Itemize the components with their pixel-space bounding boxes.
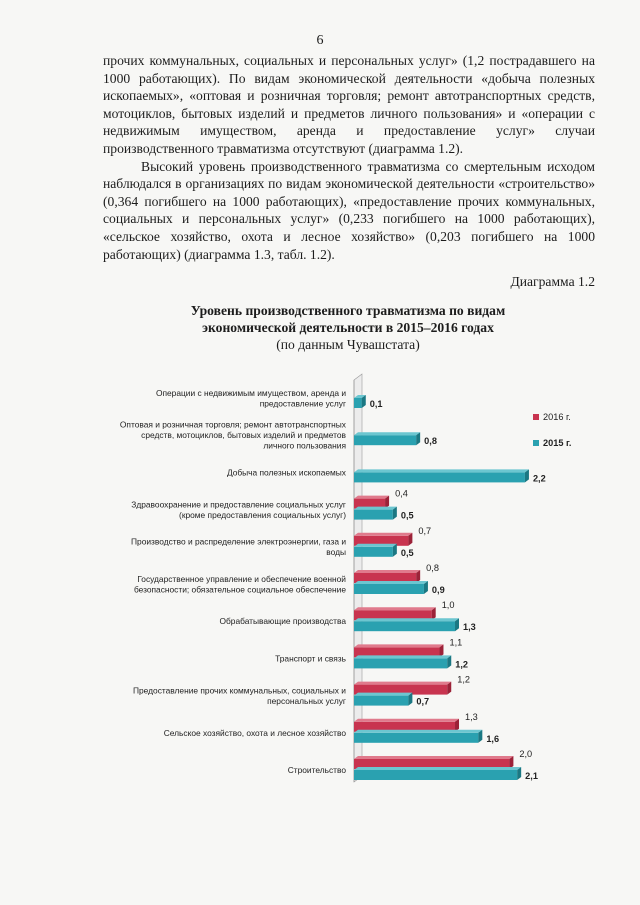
paragraph-1: прочих коммунальных, социальных и персональных услуг» (1,2 пострадавшего на 1000 работающих). По видам экономической деятельности «добыча полезных ископаемых», «оптовая и розничная торговля; ремонт автотранспортных средств, мотоциклов, бытовых изделий и предметов личного пользования» и «операции с недвижимым имуществом, аренда и предоставление услуг» случаи производственного травматизма отсутствуют (диаграмма 1.2). [103,53,595,156]
value-label-2015: 0,5 [400,547,414,558]
legend-label-2015: 2015 г. [543,438,572,448]
value-label-2016: 1,0 [441,600,455,611]
legend-swatch-2016 [533,414,539,420]
category-label: Оптовая и розничная торговля; ремонт автотранспортных средств, мотоциклов, бытовых изделий и предметов личного пользования [119,419,346,451]
bar-2016-top [354,533,412,536]
chart-title: Уровень производственного травматизма по видам экономической деятельности в 2015–2016 годах [190,303,506,335]
value-label-2016: 1,2 [457,674,471,685]
value-label-2015: 0,5 [400,510,414,521]
bar-2016-top [354,607,436,610]
category-label: Операции с недвижимым имуществом, аренда и предоставление услуг [155,387,346,409]
bar-2016-top [354,719,459,722]
category-label: Здравоохранение и предоставление социальных услуг (кроме предоставления социальных услуг) [131,499,346,520]
category-label: Предоставление прочих коммунальных, социальных и персональных услуг [133,685,346,706]
category-label: Обрабатывающие производства [219,616,346,627]
bar-2015-top [354,507,397,510]
bar-2015-top [354,469,529,472]
category-label: Государственное управление и обеспечение военной безопасности; обязательное социальное обеспечение [133,573,346,595]
category-label: Строительство [287,765,346,775]
value-label-2016: 0,8 [426,563,439,573]
diagram-label: Диаграмма 1.2 [510,274,595,289]
page-number: 6 [316,33,324,48]
bar-2015 [354,435,416,445]
bar-2015 [354,733,478,743]
value-label-2016: 1,3 [465,711,478,722]
value-label-2015: 1,3 [463,622,476,633]
value-label-2015: 0,7 [416,696,430,707]
bar-2015 [354,547,393,557]
bar-2015-top [354,618,459,621]
legend-label-2016: 2016 г. [543,412,571,422]
bar-2015 [354,658,447,668]
value-label-2015: 1,6 [486,733,500,744]
bar-2015 [354,621,455,631]
bar-2015-top [354,655,451,658]
bar-2015-top [354,767,521,770]
bar-2015 [354,584,424,594]
value-label-2015: 1,2 [455,659,469,670]
value-label-2015: 2,2 [532,473,546,484]
category-label: Сельское хозяйство, охота и лесное хозяйство [163,727,346,738]
value-label-2015: 0,8 [424,436,437,447]
bar-2015 [354,696,408,706]
bar-2015-top [354,544,397,547]
bar-2015 [354,510,393,520]
bar-2015 [354,398,362,408]
value-label-2016: 0,4 [395,488,408,499]
bar-2015 [354,770,517,780]
value-label-2015: 2,1 [525,771,538,781]
bar-2015-top [354,693,412,696]
bar-2016-top [354,570,420,573]
bar-2016-top [354,496,389,499]
chart-subtitle: (по данным Чувашстата) [276,337,420,352]
category-label: Добыча полезных ископаемых [226,467,346,478]
bar-2016-top [354,644,443,647]
bar-2015 [354,472,525,482]
bar-2016-top [354,756,513,759]
bar-2015-top [354,730,482,733]
legend-swatch-2015 [533,440,539,446]
value-label-2015: 0,9 [431,585,445,595]
bar-2016-top [354,682,451,685]
category-label: Производство и распределение электроэнергии, газа и воды [131,536,346,558]
value-label-2016: 1,1 [449,637,463,648]
value-label-2016: 2,0 [519,749,533,759]
bar-2015-top [354,432,420,435]
value-label-2016: 0,7 [418,525,432,536]
paragraph-2: Высокий уровень производственного травматизма со смертельным исходом наблюдался в организациях по видам экономической деятельности «строительство» (0,364 погибшего на 1000 работающих), «предоставление прочих коммунальных, социальных и персональных услуг» (0,233 погибшего на 1000 работающих), «сельское хозяйство, охота и лесное хозяйство» (0,203 погибшего на 1000 работающих) (диаграмма 1.3, табл. 1.2). [103,158,595,262]
bar-2015-top [354,581,428,584]
category-label: Транспорт и связь [275,653,346,664]
value-label-2015: 0,1 [369,399,383,409]
